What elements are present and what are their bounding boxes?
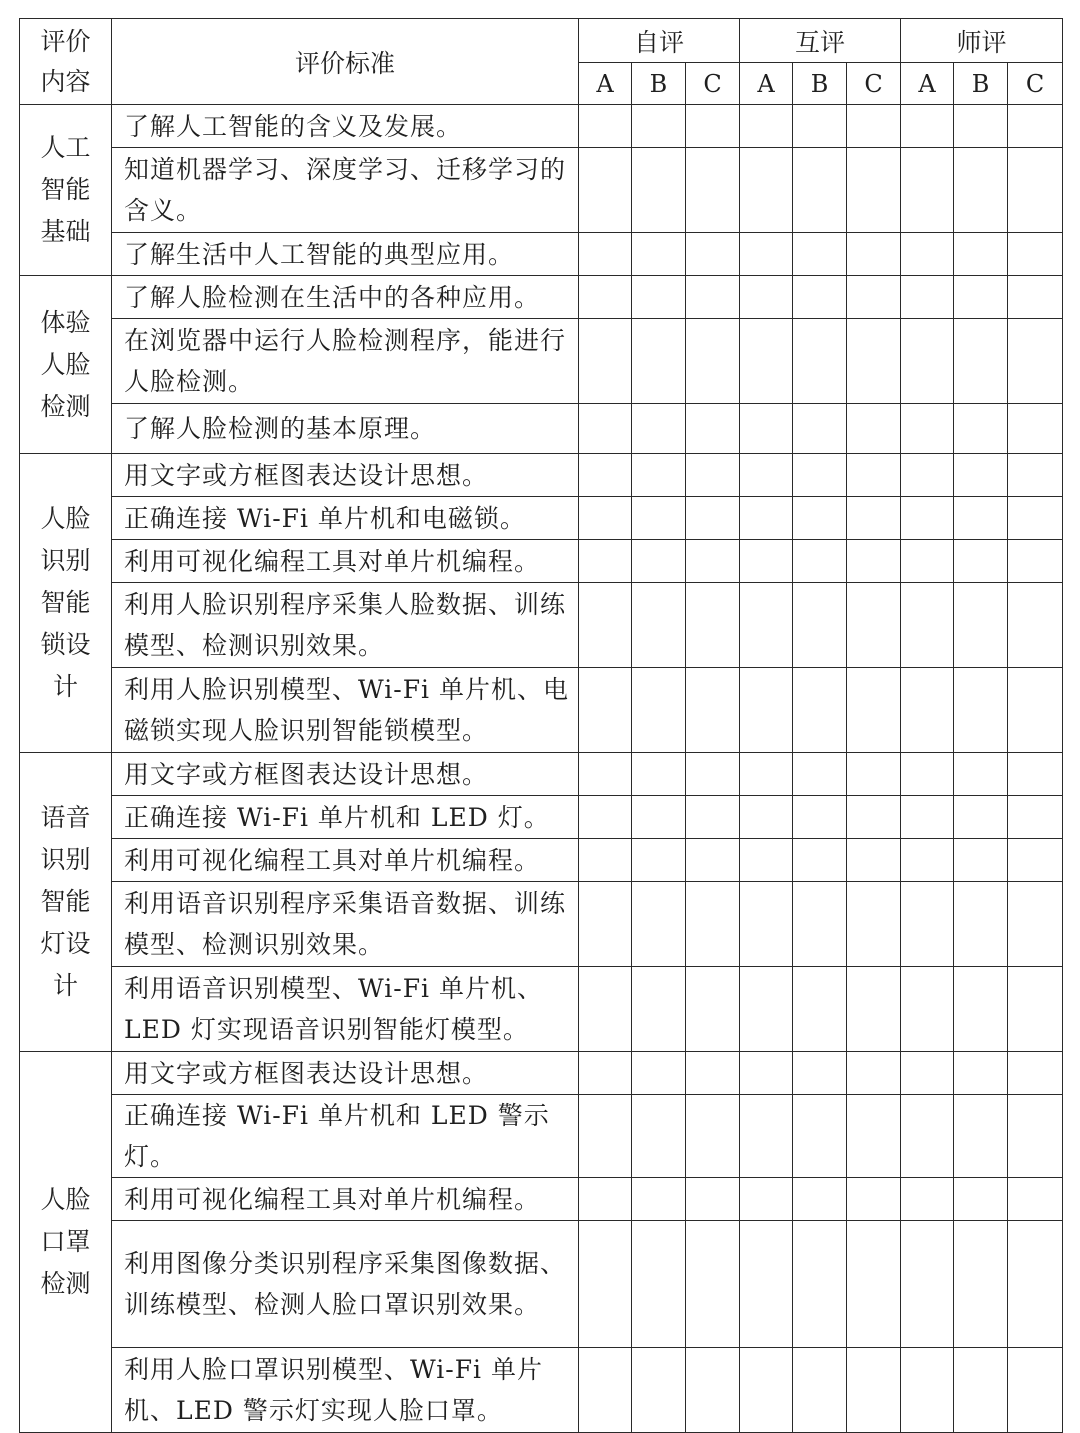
- score-cell-peer-b[interactable]: [793, 319, 847, 404]
- score-cell-self-c[interactable]: [686, 753, 740, 796]
- score-cell-peer-b[interactable]: [793, 753, 847, 796]
- category-line: 人脸: [40, 349, 91, 379]
- grade-header: C: [1008, 63, 1063, 105]
- criterion-text: 利用可视化编程工具对单片机编程。: [112, 839, 579, 882]
- score-cell-teacher-c[interactable]: [1008, 967, 1063, 1052]
- score-cell-teacher-c[interactable]: [1008, 882, 1063, 967]
- score-cell-peer-b[interactable]: [793, 668, 847, 753]
- score-cell-teacher-a[interactable]: [901, 1095, 954, 1178]
- score-cell-teacher-a[interactable]: [901, 1178, 954, 1221]
- table-row: [20, 1095, 1063, 1178]
- score-cell-peer-c[interactable]: [847, 276, 901, 319]
- score-cell-self-b[interactable]: [632, 1221, 686, 1348]
- score-cell-self-a[interactable]: [579, 540, 632, 583]
- score-cell-teacher-b[interactable]: [954, 540, 1008, 583]
- table-row: [20, 796, 1063, 839]
- score-cell-peer-b[interactable]: [793, 497, 847, 540]
- score-cell-self-a[interactable]: [579, 1221, 632, 1348]
- score-cell-self-c[interactable]: [686, 1178, 740, 1221]
- score-cell-teacher-a[interactable]: [901, 967, 954, 1052]
- score-cell-self-a[interactable]: [579, 148, 632, 233]
- score-cell-teacher-c[interactable]: [1008, 497, 1063, 540]
- criterion-text: 知道机器学习、深度学习、迁移学习的含义。: [112, 148, 579, 233]
- category-line: 基础: [40, 217, 91, 246]
- score-cell-self-c[interactable]: [686, 404, 740, 454]
- score-cell-self-a[interactable]: [579, 796, 632, 839]
- score-cell-peer-c[interactable]: [847, 497, 901, 540]
- score-cell-peer-c[interactable]: [847, 882, 901, 967]
- score-cell-peer-a[interactable]: [740, 839, 793, 882]
- score-cell-teacher-c[interactable]: [1008, 1178, 1063, 1221]
- table-row: [20, 276, 1063, 319]
- criterion-text: 利用人脸口罩识别模型、Wi-Fi 单片机、LED 警示灯实现人脸口罩。: [112, 1348, 579, 1433]
- score-cell-teacher-b[interactable]: [954, 583, 1008, 668]
- score-cell-peer-a[interactable]: [740, 233, 793, 276]
- score-cell-peer-a[interactable]: [740, 319, 793, 404]
- category-line: 语音: [40, 803, 91, 832]
- category-line: 智能: [40, 175, 91, 204]
- category-line: 识别: [40, 546, 91, 575]
- grade-header: B: [632, 63, 686, 105]
- score-cell-self-b[interactable]: [632, 967, 686, 1052]
- evaluation-table: [19, 18, 1063, 1433]
- score-cell-self-a[interactable]: [579, 319, 632, 404]
- score-cell-peer-b[interactable]: [793, 839, 847, 882]
- category-line: 智能: [40, 887, 91, 916]
- score-cell-peer-a[interactable]: [740, 1178, 793, 1221]
- score-cell-self-b[interactable]: [632, 105, 686, 148]
- criterion-text: 了解人脸检测在生活中的各种应用。: [112, 276, 579, 319]
- score-cell-teacher-c[interactable]: [1008, 1095, 1063, 1178]
- score-cell-teacher-b[interactable]: [954, 1221, 1008, 1348]
- criterion-text: 利用语音识别程序采集语音数据、训练模型、检测识别效果。: [112, 882, 579, 967]
- score-cell-peer-c[interactable]: [847, 1348, 901, 1433]
- criterion-text: 利用可视化编程工具对单片机编程。: [112, 540, 579, 583]
- score-cell-teacher-c[interactable]: [1008, 796, 1063, 839]
- score-cell-peer-a[interactable]: [740, 1221, 793, 1348]
- evaluation-body: [20, 105, 1063, 1433]
- criterion-text: 正确连接 Wi-Fi 单片机和 LED 警示灯。: [112, 1095, 579, 1178]
- score-cell-teacher-c[interactable]: [1008, 319, 1063, 404]
- table-row: [20, 319, 1063, 404]
- score-cell-peer-c[interactable]: [847, 796, 901, 839]
- score-cell-teacher-b[interactable]: [954, 319, 1008, 404]
- table-row: [20, 1052, 1063, 1095]
- score-cell-teacher-a[interactable]: [901, 882, 954, 967]
- category-line: 人脸: [40, 504, 91, 533]
- score-cell-self-b[interactable]: [632, 233, 686, 276]
- score-cell-self-c[interactable]: [686, 1052, 740, 1095]
- score-cell-teacher-c[interactable]: [1008, 839, 1063, 882]
- score-cell-teacher-b[interactable]: [954, 668, 1008, 753]
- score-cell-self-c[interactable]: [686, 454, 740, 497]
- score-cell-peer-b[interactable]: [793, 105, 847, 148]
- score-cell-teacher-a[interactable]: [901, 668, 954, 753]
- score-cell-self-a[interactable]: [579, 967, 632, 1052]
- score-cell-peer-b[interactable]: [793, 1348, 847, 1433]
- score-cell-teacher-c[interactable]: [1008, 148, 1063, 233]
- score-cell-self-c[interactable]: [686, 276, 740, 319]
- score-cell-teacher-b[interactable]: [954, 1095, 1008, 1178]
- score-cell-peer-b[interactable]: [793, 1095, 847, 1178]
- score-cell-teacher-b[interactable]: [954, 1178, 1008, 1221]
- score-cell-teacher-a[interactable]: [901, 276, 954, 319]
- score-cell-self-c[interactable]: [686, 839, 740, 882]
- score-cell-self-a[interactable]: [579, 882, 632, 967]
- score-cell-teacher-c[interactable]: [1008, 668, 1063, 753]
- category-line: 智能: [40, 588, 91, 617]
- score-cell-peer-b[interactable]: [793, 1178, 847, 1221]
- table-row: [20, 540, 1063, 583]
- score-cell-peer-c[interactable]: [847, 1095, 901, 1178]
- score-cell-teacher-a[interactable]: [901, 233, 954, 276]
- criterion-text: 了解生活中人工智能的典型应用。: [112, 233, 579, 276]
- criterion-text: 利用人脸识别模型、Wi-Fi 单片机、电磁锁实现人脸识别智能锁模型。: [112, 668, 579, 753]
- score-cell-self-b[interactable]: [632, 753, 686, 796]
- criterion-text: 正确连接 Wi-Fi 单片机和 LED 灯。: [112, 796, 579, 839]
- score-cell-teacher-b[interactable]: [954, 233, 1008, 276]
- score-cell-teacher-a[interactable]: [901, 105, 954, 148]
- score-cell-teacher-c[interactable]: [1008, 105, 1063, 148]
- score-cell-peer-c[interactable]: [847, 967, 901, 1052]
- score-cell-peer-b[interactable]: [793, 454, 847, 497]
- score-cell-self-c[interactable]: [686, 882, 740, 967]
- table-row: [20, 1348, 1063, 1433]
- table-row: [20, 668, 1063, 753]
- score-cell-peer-a[interactable]: [740, 540, 793, 583]
- score-cell-peer-b[interactable]: [793, 967, 847, 1052]
- score-cell-self-a[interactable]: [579, 1052, 632, 1095]
- score-cell-peer-c[interactable]: [847, 540, 901, 583]
- category-line: 识别: [40, 845, 91, 874]
- score-cell-self-a[interactable]: [579, 839, 632, 882]
- score-cell-teacher-a[interactable]: [901, 796, 954, 839]
- score-cell-teacher-b[interactable]: [954, 454, 1008, 497]
- score-cell-self-b[interactable]: [632, 1052, 686, 1095]
- score-cell-peer-a[interactable]: [740, 105, 793, 148]
- score-cell-peer-c[interactable]: [847, 1221, 901, 1348]
- score-cell-self-a[interactable]: [579, 497, 632, 540]
- grade-header: C: [847, 63, 901, 105]
- category-cell: [20, 105, 112, 276]
- score-cell-self-b[interactable]: [632, 583, 686, 668]
- score-cell-self-a[interactable]: [579, 1348, 632, 1433]
- score-cell-teacher-b[interactable]: [954, 882, 1008, 967]
- table-row: [20, 233, 1063, 276]
- score-cell-peer-b[interactable]: [793, 583, 847, 668]
- score-cell-peer-c[interactable]: [847, 839, 901, 882]
- score-cell-self-b[interactable]: [632, 148, 686, 233]
- table-row: [20, 753, 1063, 796]
- table-row: [20, 967, 1063, 1052]
- score-cell-teacher-a[interactable]: [901, 1052, 954, 1095]
- score-cell-peer-b[interactable]: [793, 148, 847, 233]
- score-cell-self-a[interactable]: [579, 105, 632, 148]
- score-cell-peer-c[interactable]: [847, 105, 901, 148]
- criterion-text: 用文字或方框图表达设计思想。: [112, 454, 579, 497]
- category-cell: [20, 454, 112, 753]
- score-cell-self-c[interactable]: [686, 497, 740, 540]
- score-cell-self-b[interactable]: [632, 454, 686, 497]
- score-cell-self-b[interactable]: [632, 276, 686, 319]
- score-cell-peer-a[interactable]: [740, 882, 793, 967]
- table-row: [20, 404, 1063, 454]
- score-cell-peer-c[interactable]: [847, 668, 901, 753]
- score-cell-teacher-a[interactable]: [901, 404, 954, 454]
- score-cell-self-c[interactable]: [686, 105, 740, 148]
- grade-header: A: [901, 63, 954, 105]
- score-cell-self-c[interactable]: [686, 668, 740, 753]
- score-cell-teacher-b[interactable]: [954, 404, 1008, 454]
- header-content-line: 内容: [40, 66, 91, 96]
- category-cell: [20, 753, 112, 1052]
- category-line: 人脸: [40, 1185, 91, 1214]
- score-cell-peer-a[interactable]: [740, 148, 793, 233]
- score-cell-self-a[interactable]: [579, 404, 632, 454]
- score-cell-peer-a[interactable]: [740, 967, 793, 1052]
- score-cell-teacher-b[interactable]: [954, 105, 1008, 148]
- criterion-text: 在浏览器中运行人脸检测程序，能进行人脸检测。: [112, 319, 579, 404]
- category-line: 检测: [40, 1269, 91, 1298]
- score-cell-self-c[interactable]: [686, 1348, 740, 1433]
- score-cell-teacher-b[interactable]: [954, 967, 1008, 1052]
- score-cell-teacher-a[interactable]: [901, 540, 954, 583]
- score-cell-peer-b[interactable]: [793, 882, 847, 967]
- score-cell-peer-a[interactable]: [740, 583, 793, 668]
- category-line: 计: [52, 672, 78, 701]
- criterion-text: 用文字或方框图表达设计思想。: [112, 1052, 579, 1095]
- score-cell-peer-c[interactable]: [847, 404, 901, 454]
- table-row: [20, 105, 1063, 148]
- score-cell-self-a[interactable]: [579, 1095, 632, 1178]
- score-cell-peer-a[interactable]: [740, 1052, 793, 1095]
- score-cell-self-b[interactable]: [632, 668, 686, 753]
- score-cell-teacher-a[interactable]: [901, 319, 954, 404]
- score-cell-self-a[interactable]: [579, 583, 632, 668]
- grade-header: B: [954, 63, 1008, 105]
- score-cell-teacher-a[interactable]: [901, 497, 954, 540]
- header-criteria: 评价标准: [112, 19, 579, 105]
- table-row: [20, 1178, 1063, 1221]
- score-cell-peer-c[interactable]: [847, 454, 901, 497]
- score-cell-peer-b[interactable]: [793, 1221, 847, 1348]
- score-cell-self-b[interactable]: [632, 540, 686, 583]
- score-cell-peer-a[interactable]: [740, 1095, 793, 1178]
- score-cell-teacher-b[interactable]: [954, 796, 1008, 839]
- table-row: [20, 583, 1063, 668]
- score-cell-peer-b[interactable]: [793, 1052, 847, 1095]
- criterion-text: 了解人工智能的含义及发展。: [112, 105, 579, 148]
- header-content-cell: [20, 19, 112, 105]
- category-line: 灯设: [40, 929, 91, 958]
- score-cell-peer-a[interactable]: [740, 753, 793, 796]
- score-cell-peer-b[interactable]: [793, 276, 847, 319]
- score-cell-self-c[interactable]: [686, 233, 740, 276]
- table-row: [20, 497, 1063, 540]
- grade-header: A: [579, 63, 632, 105]
- score-cell-self-b[interactable]: [632, 497, 686, 540]
- score-cell-peer-a[interactable]: [740, 796, 793, 839]
- score-cell-teacher-b[interactable]: [954, 1348, 1008, 1433]
- score-cell-teacher-a[interactable]: [901, 454, 954, 497]
- score-cell-self-a[interactable]: [579, 668, 632, 753]
- criterion-text: 利用语音识别模型、Wi-Fi 单片机、LED 灯实现语音识别智能灯模型。: [112, 967, 579, 1052]
- score-cell-teacher-c[interactable]: [1008, 1052, 1063, 1095]
- score-cell-self-c[interactable]: [686, 796, 740, 839]
- score-cell-teacher-a[interactable]: [901, 839, 954, 882]
- score-cell-peer-b[interactable]: [793, 404, 847, 454]
- criterion-text: 利用图像分类识别程序采集图像数据、训练模型、检测人脸口罩识别效果。: [112, 1221, 579, 1348]
- score-cell-self-b[interactable]: [632, 1095, 686, 1178]
- category-cell: [20, 1052, 112, 1433]
- score-cell-self-b[interactable]: [632, 404, 686, 454]
- category-line: 口罩: [40, 1227, 91, 1256]
- score-cell-peer-b[interactable]: [793, 796, 847, 839]
- table-row: [20, 454, 1063, 497]
- header-group-self: 自评: [579, 19, 740, 63]
- score-cell-self-b[interactable]: [632, 319, 686, 404]
- score-cell-peer-c[interactable]: [847, 148, 901, 233]
- score-cell-teacher-a[interactable]: [901, 583, 954, 668]
- score-cell-teacher-b[interactable]: [954, 753, 1008, 796]
- score-cell-self-b[interactable]: [632, 1348, 686, 1433]
- score-cell-peer-a[interactable]: [740, 497, 793, 540]
- score-cell-peer-a[interactable]: [740, 668, 793, 753]
- grade-header: C: [686, 63, 740, 105]
- score-cell-self-c[interactable]: [686, 319, 740, 404]
- table-row: [20, 148, 1063, 233]
- score-cell-peer-a[interactable]: [740, 404, 793, 454]
- grade-header: A: [740, 63, 793, 105]
- header-group-peer: 互评: [740, 19, 901, 63]
- category-line: 锁设: [40, 630, 91, 659]
- score-cell-peer-c[interactable]: [847, 1178, 901, 1221]
- score-cell-peer-c[interactable]: [847, 753, 901, 796]
- score-cell-peer-a[interactable]: [740, 454, 793, 497]
- criterion-text: 用文字或方框图表达设计思想。: [112, 753, 579, 796]
- score-cell-teacher-b[interactable]: [954, 497, 1008, 540]
- score-cell-teacher-c[interactable]: [1008, 583, 1063, 668]
- criterion-text: 利用人脸识别程序采集人脸数据、训练模型、检测识别效果。: [112, 583, 579, 668]
- score-cell-teacher-a[interactable]: [901, 148, 954, 233]
- criterion-text: 正确连接 Wi-Fi 单片机和电磁锁。: [112, 497, 579, 540]
- score-cell-teacher-a[interactable]: [901, 1221, 954, 1348]
- score-cell-teacher-b[interactable]: [954, 148, 1008, 233]
- score-cell-self-c[interactable]: [686, 540, 740, 583]
- table-row: [20, 1221, 1063, 1348]
- score-cell-peer-a[interactable]: [740, 276, 793, 319]
- score-cell-teacher-a[interactable]: [901, 1348, 954, 1433]
- score-cell-peer-b[interactable]: [793, 233, 847, 276]
- score-cell-self-b[interactable]: [632, 796, 686, 839]
- score-cell-self-a[interactable]: [579, 276, 632, 319]
- score-cell-self-a[interactable]: [579, 1178, 632, 1221]
- score-cell-teacher-a[interactable]: [901, 753, 954, 796]
- criterion-text: 利用可视化编程工具对单片机编程。: [112, 1178, 579, 1221]
- category-cell: [20, 276, 112, 454]
- score-cell-self-c[interactable]: [686, 967, 740, 1052]
- score-cell-self-c[interactable]: [686, 583, 740, 668]
- score-cell-self-a[interactable]: [579, 454, 632, 497]
- table-row: [20, 839, 1063, 882]
- score-cell-self-c[interactable]: [686, 1095, 740, 1178]
- score-cell-teacher-c[interactable]: [1008, 454, 1063, 497]
- score-cell-teacher-b[interactable]: [954, 276, 1008, 319]
- score-cell-peer-c[interactable]: [847, 1052, 901, 1095]
- category-line: 检测: [40, 391, 91, 421]
- score-cell-teacher-c[interactable]: [1008, 1348, 1063, 1433]
- score-cell-teacher-c[interactable]: [1008, 1221, 1063, 1348]
- score-cell-self-b[interactable]: [632, 839, 686, 882]
- score-cell-peer-a[interactable]: [740, 1348, 793, 1433]
- grade-header: B: [793, 63, 847, 105]
- score-cell-self-a[interactable]: [579, 233, 632, 276]
- score-cell-teacher-b[interactable]: [954, 1052, 1008, 1095]
- score-cell-teacher-c[interactable]: [1008, 540, 1063, 583]
- score-cell-self-b[interactable]: [632, 882, 686, 967]
- score-cell-peer-c[interactable]: [847, 319, 901, 404]
- score-cell-self-c[interactable]: [686, 148, 740, 233]
- score-cell-peer-c[interactable]: [847, 583, 901, 668]
- criterion-text: 了解人脸检测的基本原理。: [112, 404, 579, 454]
- score-cell-teacher-c[interactable]: [1008, 404, 1063, 454]
- header-group-teacher: 师评: [901, 19, 1063, 63]
- score-cell-teacher-c[interactable]: [1008, 753, 1063, 796]
- score-cell-self-a[interactable]: [579, 753, 632, 796]
- score-cell-peer-b[interactable]: [793, 540, 847, 583]
- header-content-line: 评价: [40, 26, 91, 56]
- category-line: 人工: [40, 133, 91, 162]
- category-line: 计: [52, 971, 78, 1000]
- score-cell-teacher-c[interactable]: [1008, 276, 1063, 319]
- score-cell-teacher-c[interactable]: [1008, 233, 1063, 276]
- score-cell-peer-c[interactable]: [847, 233, 901, 276]
- score-cell-self-b[interactable]: [632, 1178, 686, 1221]
- score-cell-teacher-b[interactable]: [954, 839, 1008, 882]
- category-line: 体验: [40, 307, 91, 337]
- score-cell-self-c[interactable]: [686, 1221, 740, 1348]
- table-row: [20, 882, 1063, 967]
